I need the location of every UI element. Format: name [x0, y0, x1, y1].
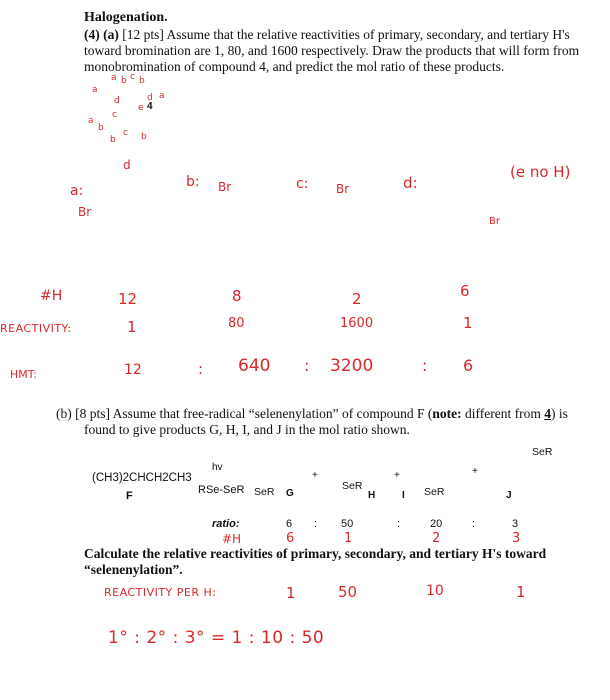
reactivity-per-h-value: 10 [426, 583, 444, 599]
reactivity-per-h-label: REACTIVITY PER H: [104, 586, 217, 599]
arrow-top-text: hv [212, 462, 223, 473]
site-label: b [121, 76, 127, 86]
product-h-label: H [368, 490, 376, 501]
product-j-group: SeR [532, 446, 553, 458]
product-i-group: SeR [424, 486, 445, 498]
h-count: 6 [460, 282, 470, 300]
product-j-label: J [506, 490, 512, 501]
site-label: a [92, 85, 98, 95]
ratio-label: ratio: [212, 518, 240, 530]
ratio-separator: : [472, 518, 476, 530]
site-label: b [141, 132, 147, 142]
final-ratio-answer: 1° : 2° : 3° = 1 : 10 : 50 [108, 628, 325, 648]
product-b-skeleton [214, 192, 252, 272]
plus-sign: + [394, 470, 400, 481]
site-label: b [110, 135, 116, 145]
reactivity-value: 1600 [340, 316, 374, 331]
compound-4-number: 4 [147, 101, 153, 112]
amount-separator: : [304, 356, 310, 375]
reactant-formula: (CH3)2CHCH2CH3 [92, 472, 192, 484]
ratio-separator: : [314, 518, 318, 530]
part-a-label: (4) (a) [84, 27, 119, 42]
ratio-value: 20 [430, 518, 443, 530]
site-label: d [147, 93, 153, 103]
br-label-c: Br [336, 182, 350, 196]
site-label: c [112, 110, 117, 120]
h-row-label: #H [40, 288, 63, 304]
amount-value: 6 [463, 356, 474, 375]
product-d-skeleton [440, 202, 488, 274]
part-b-h-count: 1 [344, 531, 353, 546]
product-h-group: SeR [342, 480, 363, 492]
reactivity-per-h-value: 1 [516, 583, 526, 601]
product-a-skeleton [94, 216, 152, 278]
part-b-h-count: 6 [286, 531, 295, 546]
site-label: e [138, 103, 144, 113]
arrow-bottom-text: RSe-SeR [198, 484, 245, 496]
question-line-2: “selenenylation”. [84, 562, 183, 577]
site-label: c [130, 72, 135, 82]
site-label: d [123, 158, 131, 172]
page-title: Halogenation. [84, 10, 168, 25]
part-b-ref: 4 [544, 406, 552, 421]
reactant-label: F [126, 490, 133, 502]
reactivity-per-h-value: 50 [338, 583, 358, 601]
product-label-a: a: [70, 183, 84, 199]
part-a-line-2: toward bromination are 1, 80, and 1600 respectively. Draw the products that will form from [84, 43, 580, 58]
reactivity-value: 1 [127, 318, 137, 336]
product-c-skeleton [328, 196, 370, 272]
h-count: 12 [118, 290, 138, 308]
product-label-d: d: [403, 174, 418, 192]
part-b-text-1a: Assume that free-radical “selenenylation” of compound F ( [112, 406, 433, 421]
reactivity-value: 80 [228, 316, 245, 331]
ratio-separator: : [397, 518, 401, 530]
part-b-h-count: 2 [432, 531, 441, 546]
ratio-value: 3 [512, 518, 519, 530]
part-b-text-1c: ) is [551, 406, 568, 421]
product-i-label: I [402, 490, 405, 501]
site-label: b [98, 123, 104, 133]
reactivity-per-h-value: 1 [286, 584, 296, 602]
br-label-d: Br [489, 216, 500, 227]
no-h-annotation: (e no H) [510, 163, 571, 181]
part-a-text-1: Assume that the relative reactivities of primary, secondary, and tertiary H's [166, 27, 570, 42]
h-count: 8 [232, 287, 242, 305]
amount-separator: : [198, 360, 204, 378]
product-g-label: G [286, 488, 294, 499]
part-b-note: note: [432, 406, 462, 421]
part-b-line-2: found to give products G, H, I, and J in the mol ratio shown. [84, 422, 410, 437]
site-label: b [139, 76, 145, 86]
site-label: a [111, 73, 117, 83]
ratio-value: 50 [341, 518, 354, 530]
part-b-line-1 [56, 406, 606, 422]
part-a-line-1 [84, 27, 570, 43]
site-label: c [123, 128, 128, 138]
part-b-text-1b: different from [461, 406, 545, 421]
plus-sign: + [312, 470, 318, 481]
site-label: d [114, 96, 120, 106]
br-label-b: Br [218, 180, 232, 194]
h-count: 2 [352, 290, 362, 308]
part-a-points: [12 pts] [122, 27, 164, 42]
product-g-group: SeR [254, 486, 275, 498]
part-b-label: (b) [56, 406, 72, 421]
part-a-line-3: monobromination of compound 4, and predict the mol ratio of these products. [84, 59, 505, 74]
amount-row-label: HMT: [10, 368, 37, 381]
amount-value: 3200 [330, 356, 374, 376]
product-label-c: c: [296, 176, 309, 192]
reactivity-row-label: REACTIVITY: [0, 322, 72, 335]
site-label: a [88, 116, 94, 126]
amount-value: 640 [238, 356, 271, 376]
ratio-value: 6 [286, 518, 293, 530]
amount-separator: : [422, 356, 428, 375]
product-label-b: b: [186, 174, 200, 190]
br-label-a: Br [78, 205, 92, 219]
part-b-points: [8 pts] [75, 406, 110, 421]
part-b-h-count: 3 [512, 531, 521, 546]
part-b-h-label: #H [222, 532, 242, 546]
question-line-1: Calculate the relative reactivities of primary, secondary, and tertiary H's toward [84, 546, 547, 561]
site-label: a [159, 91, 165, 101]
plus-sign: + [472, 466, 478, 477]
amount-value: 12 [124, 362, 142, 378]
reactivity-value: 1 [463, 314, 473, 332]
